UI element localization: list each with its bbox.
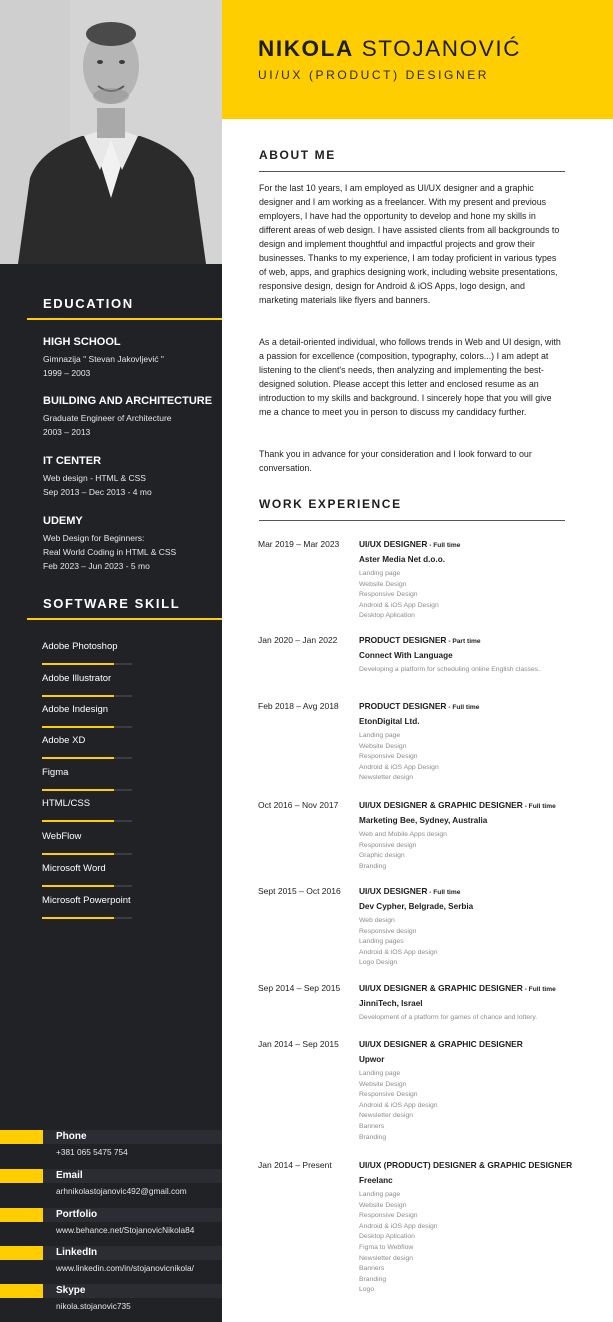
skill-bar-fill (42, 726, 114, 728)
job-employment-type: - Full time (427, 889, 461, 896)
job-title-text: UI/UX DESIGNER & GRAPHIC DESIGNER (359, 983, 523, 993)
job-title-text: PRODUCT DESIGNER (359, 635, 447, 645)
job-task: Website Design (359, 580, 407, 588)
work-experience-title: WORK EXPERIENCE (259, 497, 402, 511)
software-skill-title: SOFTWARE SKILL (43, 596, 181, 611)
skill-bar (42, 853, 132, 855)
email-link[interactable]: arhnikolastojanovic492@gmail.com (56, 1186, 187, 1196)
job-title (359, 701, 587, 713)
skill-name: Figma (42, 767, 69, 778)
skill-bar-fill (42, 757, 114, 759)
skill-bar-fill (42, 789, 114, 791)
job-title (359, 635, 587, 647)
contact-label: Phone (56, 1131, 87, 1142)
job-company: JinniTech, Israel (359, 999, 423, 1008)
education-line: 1999 – 2003 (43, 368, 91, 378)
job-task: Responsive Design (359, 591, 418, 599)
contact-accent-bar (0, 1169, 43, 1183)
skill-bar (42, 885, 132, 887)
job-task: Responsive Design (359, 753, 418, 761)
job-task: Web and Mobile Apps design (359, 831, 447, 838)
job-task: Android & iOS App design (359, 948, 438, 956)
skill-name: Adobe Indesign (42, 704, 109, 715)
full-name (258, 36, 521, 62)
job-task: Android & iOS App design (359, 1101, 438, 1109)
education-line: Web design - HTML & CSS (43, 473, 146, 483)
skill-name: Microsoft Powerpoint (42, 895, 131, 906)
education-line: Web Design for Beginners: (43, 533, 145, 543)
job-title-text: PRODUCT DESIGNER (359, 701, 447, 711)
job-body (359, 1039, 587, 1143)
job-task: Desktop Aplication (359, 1233, 415, 1241)
about-paragraph: For the last 10 years, I am employed as UI/UX designer and a graphic designer and I am working as a freelancer. With my present and previous employers, I have had the opportunity to develop and hone my skills in different areas of web design. I have assisted clients from all backgrounds to design and implement thoughtful and impactful projects and grow their businesses. Thanks to my experience, I am today proficient in various types of web, apps, and graphics designing work, including website presentations, responsive design, design for Android & iOS Apps, logo design, and marketing materials like flyers and banners. (259, 183, 560, 305)
about-title: ABOUT ME (259, 148, 336, 162)
job-task: Branding (359, 1133, 387, 1141)
first-name: NIKOLA (258, 36, 354, 61)
contact-accent-bar (0, 1130, 43, 1144)
education-line: Gimnazija " Stevan Jakovljević " (43, 354, 164, 364)
skill-name: Microsoft Word (42, 863, 106, 874)
contact-accent-bar (0, 1208, 43, 1222)
skill-name: Adobe Photoshop (42, 641, 118, 652)
job-employment-type: - Full time (427, 542, 461, 549)
about-paragraph: Thank you in advance for your consideration and I look forward to our conversation. (259, 449, 532, 473)
job-title-text: UI/UX (PRODUCT) DESIGNER & GRAPHIC DESIGNER (359, 1160, 573, 1170)
skill-bar-fill (42, 853, 114, 855)
job-body (359, 701, 587, 784)
job-date: Oct 2016 – Nov 2017 (258, 800, 339, 810)
job-task: Newsletter design (359, 1112, 414, 1120)
job-date: Jan 2020 – Jan 2022 (258, 635, 338, 645)
job-task-list (359, 1190, 587, 1296)
work-experience-divider (259, 520, 565, 521)
job-task: Banners (359, 1122, 385, 1130)
contact-label: Email (56, 1170, 83, 1181)
job-date: Sept 2015 – Oct 2016 (258, 886, 341, 896)
job-task: Web design (359, 917, 395, 924)
job-date: Sep 2014 – Sep 2015 (258, 983, 341, 993)
job-task: Android & iOS App design (359, 1222, 438, 1230)
job-title-text: UI/UX DESIGNER (359, 886, 428, 896)
skill-bar (42, 757, 132, 759)
job-date: Feb 2018 – Avg 2018 (258, 701, 339, 711)
job-task: Responsive Design (359, 1091, 418, 1099)
education-line: Real World Coding in HTML & CSS (43, 547, 177, 557)
job-title (359, 1160, 587, 1172)
job-task: Responsive design (359, 841, 417, 849)
job-body (359, 635, 587, 676)
job-company: EtonDigital Ltd. (359, 717, 420, 726)
education-line: Sep 2013 – Dec 2013 - 4 mo (43, 487, 152, 497)
job-task: Website Design (359, 742, 407, 750)
contact-accent-bar (0, 1246, 43, 1260)
skill-bar (42, 820, 132, 822)
job-title (359, 539, 587, 551)
job-task: Responsive Design (359, 1212, 418, 1220)
name-header (222, 0, 613, 119)
skill-bar (42, 695, 132, 697)
skill-item (42, 704, 108, 715)
portrait-illustration (0, 0, 222, 264)
job-title (359, 800, 587, 812)
job-task-list (359, 830, 587, 872)
education-line: 2003 – 2013 (43, 427, 91, 437)
skill-bar-fill (42, 663, 114, 665)
education-item (43, 395, 218, 439)
job-employment-type: - Full time (522, 986, 556, 993)
job-task: Newsletter design (359, 774, 414, 782)
job-title-text: UI/UX DESIGNER & GRAPHIC DESIGNER (359, 1039, 523, 1049)
skill-bar-fill (42, 820, 114, 822)
education-line: Graduate Engineer of Architecture (43, 413, 172, 423)
job-task: Landing page (359, 1070, 401, 1077)
job-company: Freelanc (359, 1176, 393, 1185)
job-title-text: UI/UX DESIGNER & GRAPHIC DESIGNER (359, 800, 523, 810)
job-task: Logo (359, 1286, 375, 1294)
education-line: Feb 2023 – Jun 2023 - 5 mo (43, 561, 150, 571)
job-task: Responsive design (359, 927, 417, 935)
job-description: Development of a platform for games of chance and lottery. (359, 1014, 538, 1021)
job-task: Landing page (359, 732, 401, 739)
skill-bar (42, 789, 132, 791)
skill-bar-fill (42, 917, 114, 919)
job-title-text: UI/UX DESIGNER (359, 539, 428, 549)
education-item (43, 336, 218, 380)
job-task: Landing page (359, 1191, 401, 1198)
sidebar (0, 0, 222, 1322)
job-company: Marketing Bee, Sydney, Australia (359, 816, 488, 825)
skill-item (42, 641, 118, 652)
skill-bar (42, 917, 132, 919)
job-task-list (359, 1069, 587, 1143)
job-body (359, 886, 587, 969)
education-divider (27, 318, 222, 320)
skill-item (42, 735, 85, 746)
education-heading: BUILDING AND ARCHITECTURE (43, 395, 213, 407)
education-title: EDUCATION (43, 296, 134, 311)
job-date: Mar 2019 – Mar 2023 (258, 539, 340, 549)
job-title (359, 983, 587, 995)
job-company: Upwor (359, 1055, 385, 1064)
job-task: Android & iOS App Design (359, 601, 439, 609)
job-task: Newsletter design (359, 1254, 414, 1262)
last-name: STOJANOVIĆ (361, 36, 522, 61)
job-title (359, 1039, 587, 1051)
job-body (359, 539, 587, 622)
job-task-list (359, 731, 587, 784)
skill-name: Adobe Illustrator (42, 673, 112, 684)
job-task: Landing page (359, 570, 401, 577)
job-description: Developing a platform for scheduling online English classes. (359, 666, 540, 673)
job-task: Website Design (359, 1080, 407, 1088)
skill-name: Adobe XD (42, 735, 86, 746)
contact-accent-bar (0, 1284, 43, 1298)
job-title (359, 886, 587, 898)
job-employment-type: - Full time (446, 704, 480, 711)
skill-item (42, 863, 106, 874)
job-task: Android & iOS App Design (359, 763, 439, 771)
job-task: Branding (359, 1275, 387, 1283)
phone-value[interactable]: +381 065 5475 754 (56, 1147, 128, 1157)
skill-name: HTML/CSS (42, 798, 91, 809)
about-divider (259, 171, 565, 172)
job-task: Banners (359, 1265, 385, 1273)
job-employment-type: - Part time (446, 638, 481, 645)
skill-bar-fill (42, 695, 114, 697)
job-date: Jan 2014 – Sep 2015 (258, 1039, 339, 1049)
job-body (359, 800, 587, 872)
about-paragraph: As a detail-oriented individual, who follows trends in Web and UI design, with a passion for excellence (composition, typography, colors...) I am adept at listening to the client's needs, then analyzing and implementing the best-designed solution. Please accept this letter and enclosed resume as an introduction to my skills and background. I sincerely hope that you will give me a chance to meet you in person to discuss my candidacy further. (259, 337, 561, 417)
portfolio-link[interactable]: www.behance.net/StojanovicNikola84 (56, 1225, 195, 1235)
job-date: Jan 2014 – Present (258, 1160, 332, 1170)
job-role: UI/UX (PRODUCT) DESIGNER (258, 68, 490, 82)
contact-label: LinkedIn (56, 1247, 98, 1258)
job-task: Figma to Webflow (359, 1243, 414, 1251)
skill-name: WebFlow (42, 831, 82, 842)
education-item (43, 455, 218, 499)
education-heading: HIGH SCHOOL (43, 336, 121, 348)
skype-value[interactable]: nikola.stojanovic735 (56, 1301, 131, 1311)
software-skill-divider (27, 618, 222, 620)
skill-bar (42, 663, 132, 665)
skill-item (42, 767, 68, 778)
profile-photo (0, 0, 222, 264)
job-task: Desktop Aplication (359, 612, 415, 620)
job-task: Logo Design (359, 959, 398, 967)
skill-item (42, 673, 111, 684)
job-task: Website Design (359, 1201, 407, 1209)
job-task: Graphic design (359, 852, 405, 860)
skill-item (42, 895, 131, 906)
contact-label: Skype (56, 1285, 86, 1296)
linkedin-link[interactable]: www.linkedin.com/in/stojanovicnikola/ (56, 1263, 194, 1273)
job-body (359, 983, 587, 1024)
education-item (43, 515, 218, 573)
education-heading: IT CENTER (43, 455, 102, 467)
education-heading: UDEMY (43, 515, 83, 527)
job-task-list (359, 569, 587, 622)
contact-label: Portfolio (56, 1209, 98, 1220)
skill-bar-fill (42, 885, 114, 887)
skill-bar (42, 726, 132, 728)
skill-item (42, 798, 90, 809)
job-body (359, 1160, 587, 1296)
job-employment-type: - Full time (522, 803, 556, 810)
job-task: Branding (359, 862, 387, 870)
skill-item (42, 831, 81, 842)
job-task: Landing pages (359, 938, 404, 946)
job-company: Dev Cypher, Belgrade, Serbia (359, 902, 474, 911)
job-company: Aster Media Net d.o.o. (359, 555, 445, 564)
job-task-list (359, 916, 587, 969)
job-company: Connect With Language (359, 651, 453, 660)
